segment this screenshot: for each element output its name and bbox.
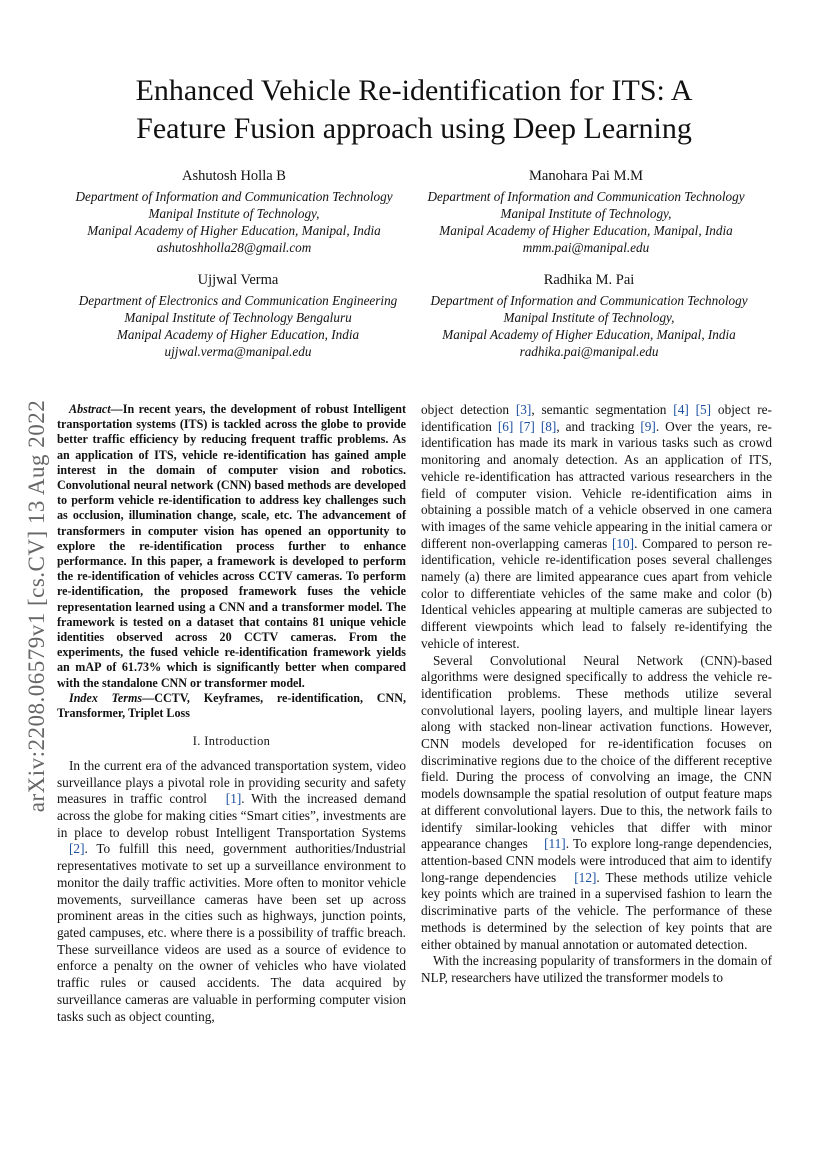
author-department: Department of Information and Communication Technology: [75, 189, 393, 204]
author-email[interactable]: ashutoshholla28@gmail.com: [156, 240, 312, 255]
text-run: object re-identification: [421, 402, 772, 434]
author-name: Ashutosh Holla B: [182, 168, 286, 184]
index-terms-text: —CCTV, Keyframes, re-identification, CNN, Transformer, Triplet Loss: [57, 690, 406, 721]
body-paragraph: [421, 653, 772, 954]
citation-link[interactable]: [11]: [544, 836, 566, 852]
text-run: , and tracking: [556, 418, 641, 434]
index-terms: [57, 691, 406, 721]
text-run: With the increasing popularity of transformers in the domain of NLP, researchers have utilized the transformer models to: [421, 953, 772, 985]
title-line-2: Feature Fusion approach using Deep Learning: [136, 112, 692, 145]
author-name: Manohara Pai M.M: [529, 168, 643, 184]
text-run: . Over the years, re-identification has made its mark in various tasks such as crowd monitoring and anomaly detection. As an application of ITS, vehicle re-identification has attracted various researchers in the field of computer vision. Vehicle re-identification aims in obtaining a possible match of a vehicle observed in one camera with images of the same vehicle appearing in the initial camera or different non-overlapping cameras: [421, 418, 772, 551]
body-paragraph: [421, 402, 772, 653]
author-department: Department of Electronics and Communication Engineering: [78, 293, 398, 308]
author-name: Radhika M. Pai: [543, 272, 635, 288]
author-academy: Manipal Academy of Higher Education, India: [116, 327, 360, 342]
section-heading: I. Introduction: [192, 734, 271, 749]
author-email[interactable]: ujjwal.verma@manipal.edu: [164, 344, 312, 359]
author-name: Ujjwal Verma: [197, 272, 279, 288]
text-run: . With the increased demand across the globe for making cities “Smart cities”, investments are in place to develop robust Intelligent Transportation Systems: [57, 791, 406, 840]
citation-link[interactable]: [1]: [225, 791, 242, 807]
author-block-4: [400, 272, 778, 360]
author-block-3: [40, 272, 436, 360]
body-paragraph: [421, 953, 772, 986]
right-column: [421, 402, 772, 987]
arxiv-identifier: arXiv:2208.06579v1 [cs.CV] 13 Aug 2022: [24, 399, 49, 813]
author-institute: Manipal Institute of Technology Bengaluru: [124, 310, 352, 325]
citation-link[interactable]: [9]: [640, 418, 656, 434]
citation-link[interactable]: [12]: [574, 869, 597, 885]
author-email[interactable]: radhika.pai@manipal.edu: [519, 344, 659, 359]
text-run: Several Convolutional Neural Network (CNN)-based algorithms were designed specifically to address the vehicle re-identification problems. These methods utilize several convolutional layers, pooling layers, and multiple linear layers along with stacked non-linear activation functions. However, CNN models developed for re-identification focuses on discriminative regions due to the choice of the different receptive field. During the process of convolving an image, the CNN models downsample the spatial resolution of output feature maps at different convolutional layers. Due to this, the network fails to identify similar-looking vehicles that differ with minor appearance changes: [421, 652, 772, 852]
author-institute: Manipal Institute of Technology,: [148, 206, 320, 221]
author-email[interactable]: mmm.pai@manipal.edu: [522, 240, 650, 255]
text-run: [689, 402, 696, 417]
citation-link[interactable]: [4]: [673, 402, 689, 417]
citation-link[interactable]: [5]: [695, 402, 712, 417]
text-run: In the current era of the advanced transportation system, video surveillance plays a pivotal role in providing security and safety measures in traffic control: [57, 757, 406, 807]
text-run: . These methods utilize vehicle key points which are trained in a supervised fashion to learn the discriminative parts of the vehicle. The performance of these methods is determined by the selection of key points that are either obtained by manual annotation or automated detection.: [421, 869, 772, 952]
text-run: , semantic segmentation: [531, 402, 674, 417]
title-line-1: Enhanced Vehicle Re-identification for ITS: A: [135, 74, 693, 107]
author-block-1: [40, 168, 428, 256]
text-run: . To fulfill this need, government authorities/Industrial representatives motivate to set up a surveillance environment to monitor the daily traffic activities. More often to monitor vehicle movements, surveillance cameras have been set up across prominent areas in the cities such as highways, junction points, gated campuses, etc. where there is a possibility of traffic breach. These surveillance videos are used as a source of evidence to enforce a penalty on the owner of vehicles who have violated traffic rules or caused accidents. The data acquired by surveillance cameras are valuable in performing computer vision tasks such as object counting,: [57, 841, 406, 1024]
text-run: . Compared to person re-identification, vehicle re-identification poses several challenges namely (a) there are limited appearance cues apart from vehicle color to differentiate vehicles of the same make and color (b) Identical vehicles appearing at multiple cameras are subjected to different viewpoints which lead to falsely re-identifying the vehicle of interest.: [421, 535, 772, 651]
author-institute: Manipal Institute of Technology,: [500, 206, 672, 221]
intro-paragraph: [57, 758, 406, 1025]
author-academy: Manipal Academy of Higher Education, Manipal, India: [439, 223, 733, 238]
author-institute: Manipal Institute of Technology,: [503, 310, 675, 325]
citation-link[interactable]: [3]: [515, 402, 532, 417]
text-run: object detection: [421, 402, 516, 417]
citation-link[interactable]: [6]: [497, 418, 514, 434]
left-column: [57, 402, 406, 1025]
abstract: [57, 402, 406, 691]
author-department: Department of Information and Communication Technology: [427, 189, 745, 204]
text-run: . To explore long-range dependencies, attention-based CNN models were introduced that aim to identify long-range dependencies: [421, 836, 772, 885]
citation-link[interactable]: [2]: [69, 841, 85, 857]
author-block-2: [398, 168, 774, 256]
author-academy: Manipal Academy of Higher Education, Manipal, India: [442, 327, 736, 342]
citation-link[interactable]: [8]: [540, 418, 557, 434]
arxiv-sidebar: [12, 356, 62, 856]
author-department: Department of Information and Communication Technology: [430, 293, 748, 308]
paper-title: [40, 72, 788, 148]
index-terms-label: Index Terms: [69, 690, 143, 705]
citation-link[interactable]: [10]: [611, 535, 635, 551]
author-academy: Manipal Academy of Higher Education, Manipal, India: [87, 223, 381, 238]
abstract-label: Abstract: [69, 402, 111, 416]
abstract-text: —In recent years, the development of robust Intelligent transportation systems (ITS) is tackled across the globe to provide better traffic efficiency by reducing frequent traffic problems. As an application of ITS, vehicle re-identification has gained ample interest in the domain of computer vision and robotics. Convolutional neural network (CNN) based methods are developed to perform vehicle re-identification to address key challenges such as occlusion, illumination change, scale, etc. The advancement of transformers in computer vision has opened an opportunity to explore the re-identification process further to enhance performance. In this paper, a framework is developed to perform the re-identification of vehicles across CCTV cameras. To perform re-identification, the proposed framework fuses the vehicle representation learned using a CNN and a transformer model. The framework is tested on a dataset that contains 81 unique vehicle identities observed across 20 CCTV cameras. From the experiments, the fused vehicle re-identification framework yields an mAP of 61.73% which is significantly better when compared with the standalone CNN or transformer model.: [57, 402, 406, 690]
citation-link[interactable]: [7]: [519, 418, 535, 434]
